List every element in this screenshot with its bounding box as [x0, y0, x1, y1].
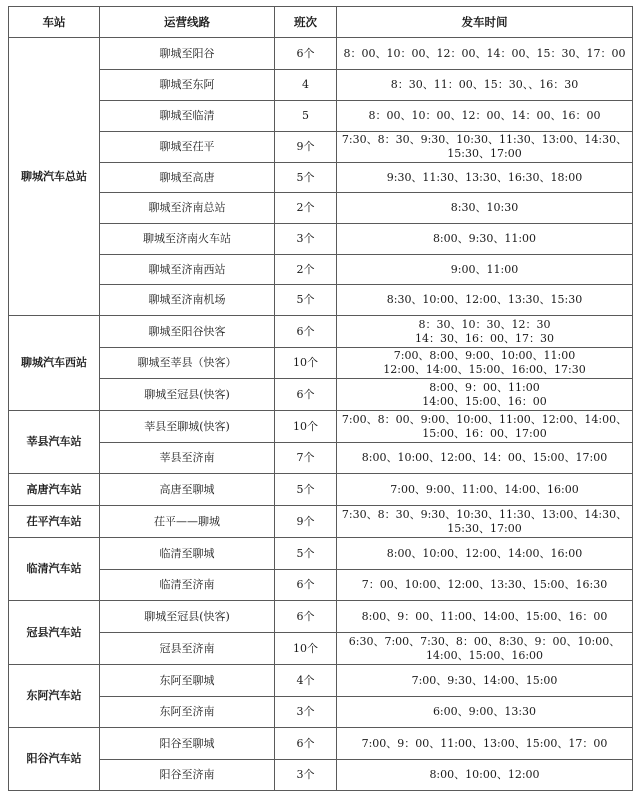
- departure-times-line: 8:00、10:00、12:00、14：00、15:00、17:00: [361, 451, 608, 464]
- departure-times-line: 6:30、7:00、7:30、8：00、8:30、9：00、10:00、: [348, 634, 621, 648]
- departure-times-cell: [337, 411, 633, 443]
- departure-times-line: 8：00、10：00、12：00、14：00、16：00: [368, 109, 601, 122]
- departure-times-line: 7:00、8:00、9:00、10:00、11:00: [393, 349, 576, 362]
- departure-times-line: 8：30、10：30、12：30: [418, 317, 551, 331]
- departure-times-cell: [337, 665, 633, 697]
- header-count: 班次: [275, 7, 337, 38]
- route-cell: 高唐至聊城: [100, 474, 275, 506]
- departure-times-line: 9:30、11:30、13:30、16:30、18:00: [386, 170, 583, 184]
- departure-times-cell: [337, 506, 633, 538]
- departure-times-line: 8：30、11：00、15：30、、16：30: [390, 78, 579, 91]
- trip-count-cell: 6个: [275, 601, 337, 633]
- departure-times-cell: [337, 443, 633, 474]
- departure-times-line: 7:00、9：00、11:00、13:00、15:00、17：00: [361, 736, 608, 750]
- station-name: 茌平汽车站: [9, 506, 100, 538]
- table-row: [9, 474, 633, 506]
- departure-times-cell: [337, 193, 633, 224]
- departure-times-line: 15:30、17:00: [447, 521, 522, 535]
- table-row: [9, 101, 633, 132]
- trip-count-cell: 6个: [275, 316, 337, 348]
- table-row: [9, 348, 633, 379]
- departure-times-line: 7:00、9:30、14:00、15:00: [411, 673, 558, 687]
- departure-times-cell: [337, 728, 633, 760]
- table-row: [9, 506, 633, 538]
- trip-count-cell: 9个: [275, 132, 337, 163]
- departure-times-cell: [337, 255, 633, 285]
- route-cell: 阳谷至聊城: [100, 728, 275, 760]
- route-cell: 冠县至济南: [100, 633, 275, 665]
- table-row: [9, 132, 633, 163]
- route-cell: 茌平——聊城: [100, 506, 275, 538]
- trip-count-cell: 5个: [275, 163, 337, 193]
- departure-times-line: 7：00、10:00、12:00、13:30、15:00、16:30: [361, 578, 608, 591]
- route-cell: 聊城至冠县(快客): [100, 601, 275, 633]
- departure-times-cell: [337, 70, 633, 101]
- departure-times-line: 12:00、14:00、15:00、16:00、17:30: [383, 363, 586, 376]
- departure-times-line: 14:00、15:00、16：00: [422, 394, 547, 408]
- departure-times-line: 8：00、10：00、12：00、14：00、15：30、17：00: [343, 46, 626, 60]
- table-row: [9, 285, 633, 316]
- table-row: [9, 193, 633, 224]
- trip-count-cell: 5个: [275, 474, 337, 506]
- route-cell: 聊城至济南西站: [100, 255, 275, 285]
- trip-count-cell: 4: [275, 70, 337, 101]
- table-row: [9, 665, 633, 697]
- header-row: [9, 7, 633, 38]
- table-row: [9, 760, 633, 791]
- route-cell: 聊城至阳谷快客: [100, 316, 275, 348]
- departure-times-line: 7:00、9:00、11:00、14:00、16:00: [390, 482, 579, 496]
- trip-count-cell: 5: [275, 101, 337, 132]
- trip-count-cell: 7个: [275, 443, 337, 474]
- trip-count-cell: 6个: [275, 570, 337, 601]
- trip-count-cell: 4个: [275, 665, 337, 697]
- departure-times-line: 6:00、9:00、13:30: [432, 705, 537, 718]
- trip-count-cell: 3个: [275, 697, 337, 728]
- departure-times-line: 8:30、10:30: [450, 201, 519, 214]
- schedule-body: [9, 38, 633, 791]
- route-cell: 莘县至济南: [100, 443, 275, 474]
- route-cell: 聊城至临清: [100, 101, 275, 132]
- route-cell: 聊城至济南总站: [100, 193, 275, 224]
- trip-count-cell: 9个: [275, 506, 337, 538]
- departure-times-line: 8:00、9：00、11:00、14:00、15:00、16：00: [361, 609, 608, 623]
- trip-count-cell: 3个: [275, 760, 337, 791]
- header-route: 运营线路: [100, 7, 275, 38]
- departure-times-cell: [337, 224, 633, 255]
- table-row: [9, 601, 633, 633]
- trip-count-cell: 5个: [275, 538, 337, 570]
- departure-times-cell: [337, 697, 633, 728]
- departure-times-line: 7:00、8：00、9:00、10:00、11:00、12:00、14:00、: [341, 412, 628, 426]
- trip-count-cell: 6个: [275, 38, 337, 70]
- route-cell: 东阿至聊城: [100, 665, 275, 697]
- departure-times-cell: [337, 633, 633, 665]
- route-cell: 聊城至阳谷: [100, 38, 275, 70]
- table-row: [9, 728, 633, 760]
- table-row: [9, 538, 633, 570]
- route-cell: 临清至济南: [100, 570, 275, 601]
- station-name: 冠县汽车站: [9, 601, 100, 665]
- table-row: [9, 70, 633, 101]
- departure-times-cell: [337, 570, 633, 601]
- station-name: 临清汽车站: [9, 538, 100, 601]
- departure-times-line: 7:30、8：30、9:30、10:30、11:30、13:00、14:30、: [341, 133, 628, 146]
- departure-times-cell: [337, 316, 633, 348]
- station-name: 阳谷汽车站: [9, 728, 100, 791]
- table-row: [9, 411, 633, 443]
- departure-times-line: 7:30、8：30、9:30、10:30、11:30、13:00、14:30、: [341, 507, 628, 521]
- station-name: 高唐汽车站: [9, 474, 100, 506]
- station-name: 聊城汽车西站: [9, 316, 100, 411]
- route-cell: 东阿至济南: [100, 697, 275, 728]
- trip-count-cell: 2个: [275, 255, 337, 285]
- station-name: 聊城汽车总站: [9, 38, 100, 316]
- departure-times-line: 8:00、10:00、12:00: [429, 768, 540, 781]
- table-row: [9, 316, 633, 348]
- departure-times-cell: [337, 379, 633, 411]
- departure-times-line: 8:00、10:00、12:00、14:00、16:00: [386, 546, 583, 560]
- trip-count-cell: 6个: [275, 728, 337, 760]
- departure-times-line: 15:30、17:00: [447, 147, 522, 160]
- table-row: [9, 443, 633, 474]
- departure-times-cell: [337, 132, 633, 163]
- trip-count-cell: 5个: [275, 285, 337, 316]
- route-cell: 聊城至济南机场: [100, 285, 275, 316]
- departure-times-cell: [337, 348, 633, 379]
- departure-times-cell: [337, 101, 633, 132]
- departure-times-cell: [337, 163, 633, 193]
- table-row: [9, 224, 633, 255]
- route-cell: 聊城至高唐: [100, 163, 275, 193]
- route-cell: 阳谷至济南: [100, 760, 275, 791]
- route-cell: 聊城至莘县（快客）: [100, 348, 275, 379]
- table-row: [9, 633, 633, 665]
- trip-count-cell: 3个: [275, 224, 337, 255]
- trip-count-cell: 10个: [275, 411, 337, 443]
- trip-count-cell: 2个: [275, 193, 337, 224]
- table-row: [9, 38, 633, 70]
- departure-times-line: 14:00、15:00、16:00: [425, 648, 544, 662]
- bus-schedule-table: [8, 6, 633, 791]
- station-name: 东阿汽车站: [9, 665, 100, 728]
- route-cell: 聊城至济南火车站: [100, 224, 275, 255]
- header-departure-times: 发车时间: [337, 7, 633, 38]
- station-name: 莘县汽车站: [9, 411, 100, 474]
- departure-times-cell: [337, 538, 633, 570]
- departure-times-cell: [337, 760, 633, 791]
- route-cell: 聊城至冠县(快客): [100, 379, 275, 411]
- departure-times-line: 15:00、16：00、17:00: [422, 426, 547, 440]
- departure-times-cell: [337, 285, 633, 316]
- departure-times-line: 8:00、9：00、11:00: [429, 380, 540, 394]
- table-row: [9, 697, 633, 728]
- route-cell: 聊城至东阿: [100, 70, 275, 101]
- table-row: [9, 379, 633, 411]
- route-cell: 聊城至茌平: [100, 132, 275, 163]
- departure-times-line: 9:00、11:00: [450, 262, 519, 276]
- departure-times-line: 8:30、10:00、12:00、13:30、15:30: [386, 293, 583, 306]
- departure-times-line: 8:00、9:30、11:00: [432, 232, 537, 245]
- table-row: [9, 163, 633, 193]
- departure-times-cell: [337, 38, 633, 70]
- departure-times-cell: [337, 601, 633, 633]
- header-station: 车站: [9, 7, 100, 38]
- table-row: [9, 255, 633, 285]
- departure-times-cell: [337, 474, 633, 506]
- route-cell: 临清至聊城: [100, 538, 275, 570]
- table-row: [9, 570, 633, 601]
- departure-times-line: 14：30、16：00、17：30: [415, 331, 554, 345]
- route-cell: 莘县至聊城(快客): [100, 411, 275, 443]
- trip-count-cell: 10个: [275, 348, 337, 379]
- trip-count-cell: 10个: [275, 633, 337, 665]
- trip-count-cell: 6个: [275, 379, 337, 411]
